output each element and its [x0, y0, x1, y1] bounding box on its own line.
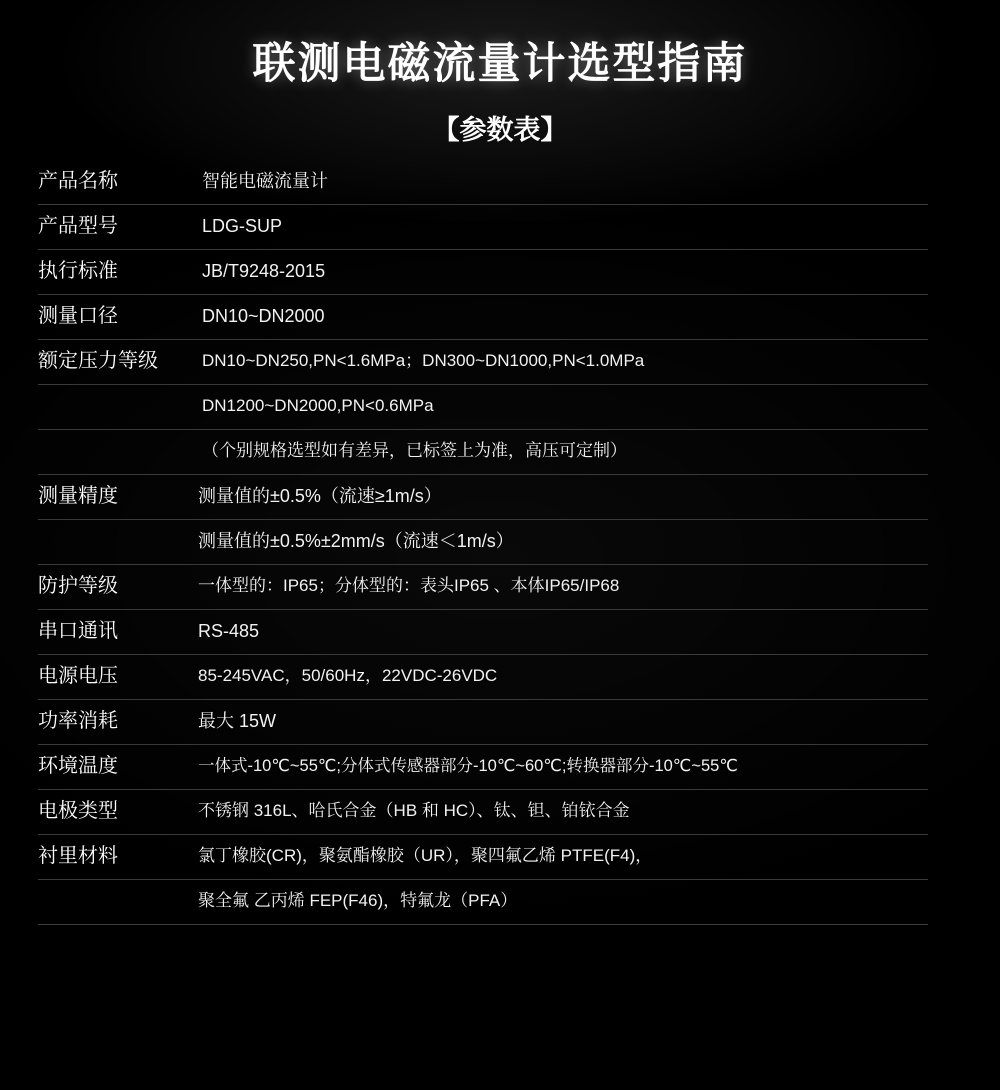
table-row	[38, 205, 928, 250]
row-value: JB/T9248-2015	[202, 261, 326, 281]
row-value: LDG-SUP	[202, 216, 283, 236]
row-value: 氯丁橡胶(CR)，聚氨酯橡胶（UR），聚四氟乙烯 PTFE(F4)，	[198, 846, 653, 865]
table-row	[38, 340, 928, 385]
table-row	[38, 700, 928, 745]
table-row	[38, 745, 928, 790]
parameter-table	[38, 160, 928, 925]
table-row	[38, 430, 928, 475]
row-label: 产品名称	[38, 170, 118, 192]
row-value: 最大 15W	[198, 711, 277, 731]
row-label: 衬里材料	[38, 845, 118, 867]
row-label: 串口通讯	[38, 620, 118, 642]
row-value: 聚全氟 乙丙烯 FEP(F46)，特氟龙（PFA）	[198, 891, 518, 910]
row-value: DN1200~DN2000,PN<0.6MPa	[202, 396, 434, 415]
page-title: 联测电磁流量计选型指南	[252, 40, 748, 88]
row-label: 功率消耗	[38, 710, 118, 732]
row-label: 环境温度	[38, 755, 118, 777]
row-label: 测量口径	[38, 305, 118, 327]
table-row	[38, 880, 928, 925]
row-value: 一体型的：IP65；分体型的：表头IP65 、本体IP65/IP68	[198, 576, 620, 595]
table-row	[38, 655, 928, 700]
table-row	[38, 610, 928, 655]
row-value: RS-485	[198, 621, 260, 641]
row-value: 测量值的±0.5%（流速≥1m/s）	[198, 486, 442, 506]
row-label: 产品型号	[38, 215, 118, 237]
row-value: 不锈钢 316L、哈氏合金（HB 和 HC）、钛、钽、铂铱合金	[198, 801, 630, 820]
row-label: 执行标准	[38, 260, 118, 282]
table-row	[38, 250, 928, 295]
table-row	[38, 565, 928, 610]
table-row	[38, 160, 928, 205]
page-subtitle: 【参数表】	[432, 115, 568, 145]
row-label: 电极类型	[38, 800, 118, 822]
table-row	[38, 385, 928, 430]
row-label: 测量精度	[38, 485, 118, 507]
row-value: DN10~DN2000	[202, 306, 325, 326]
row-value: 测量值的±0.5%±2mm/s（流速＜1m/s）	[198, 531, 514, 551]
row-label: 防护等级	[38, 575, 118, 597]
row-value: 一体式-10℃~55℃;分体式传感器部分-10℃~60℃;转换器部分-10℃~55℃	[198, 757, 738, 775]
row-value: 85-245VAC，50/60Hz，22VDC-26VDC	[198, 666, 498, 685]
row-label: 电源电压	[38, 665, 118, 687]
table-row	[38, 475, 928, 520]
row-value: 智能电磁流量计	[202, 171, 328, 191]
table-row	[38, 835, 928, 880]
row-value: DN10~DN250,PN<1.6MPa；DN300~DN1000,PN<1.0MPa	[202, 351, 645, 370]
table-row	[38, 295, 928, 340]
table-row	[38, 520, 928, 565]
row-label: 额定压力等级	[38, 350, 158, 372]
table-row	[38, 790, 928, 835]
row-value: （个别规格选型如有差异，已标签上为准，高压可定制）	[202, 441, 627, 460]
